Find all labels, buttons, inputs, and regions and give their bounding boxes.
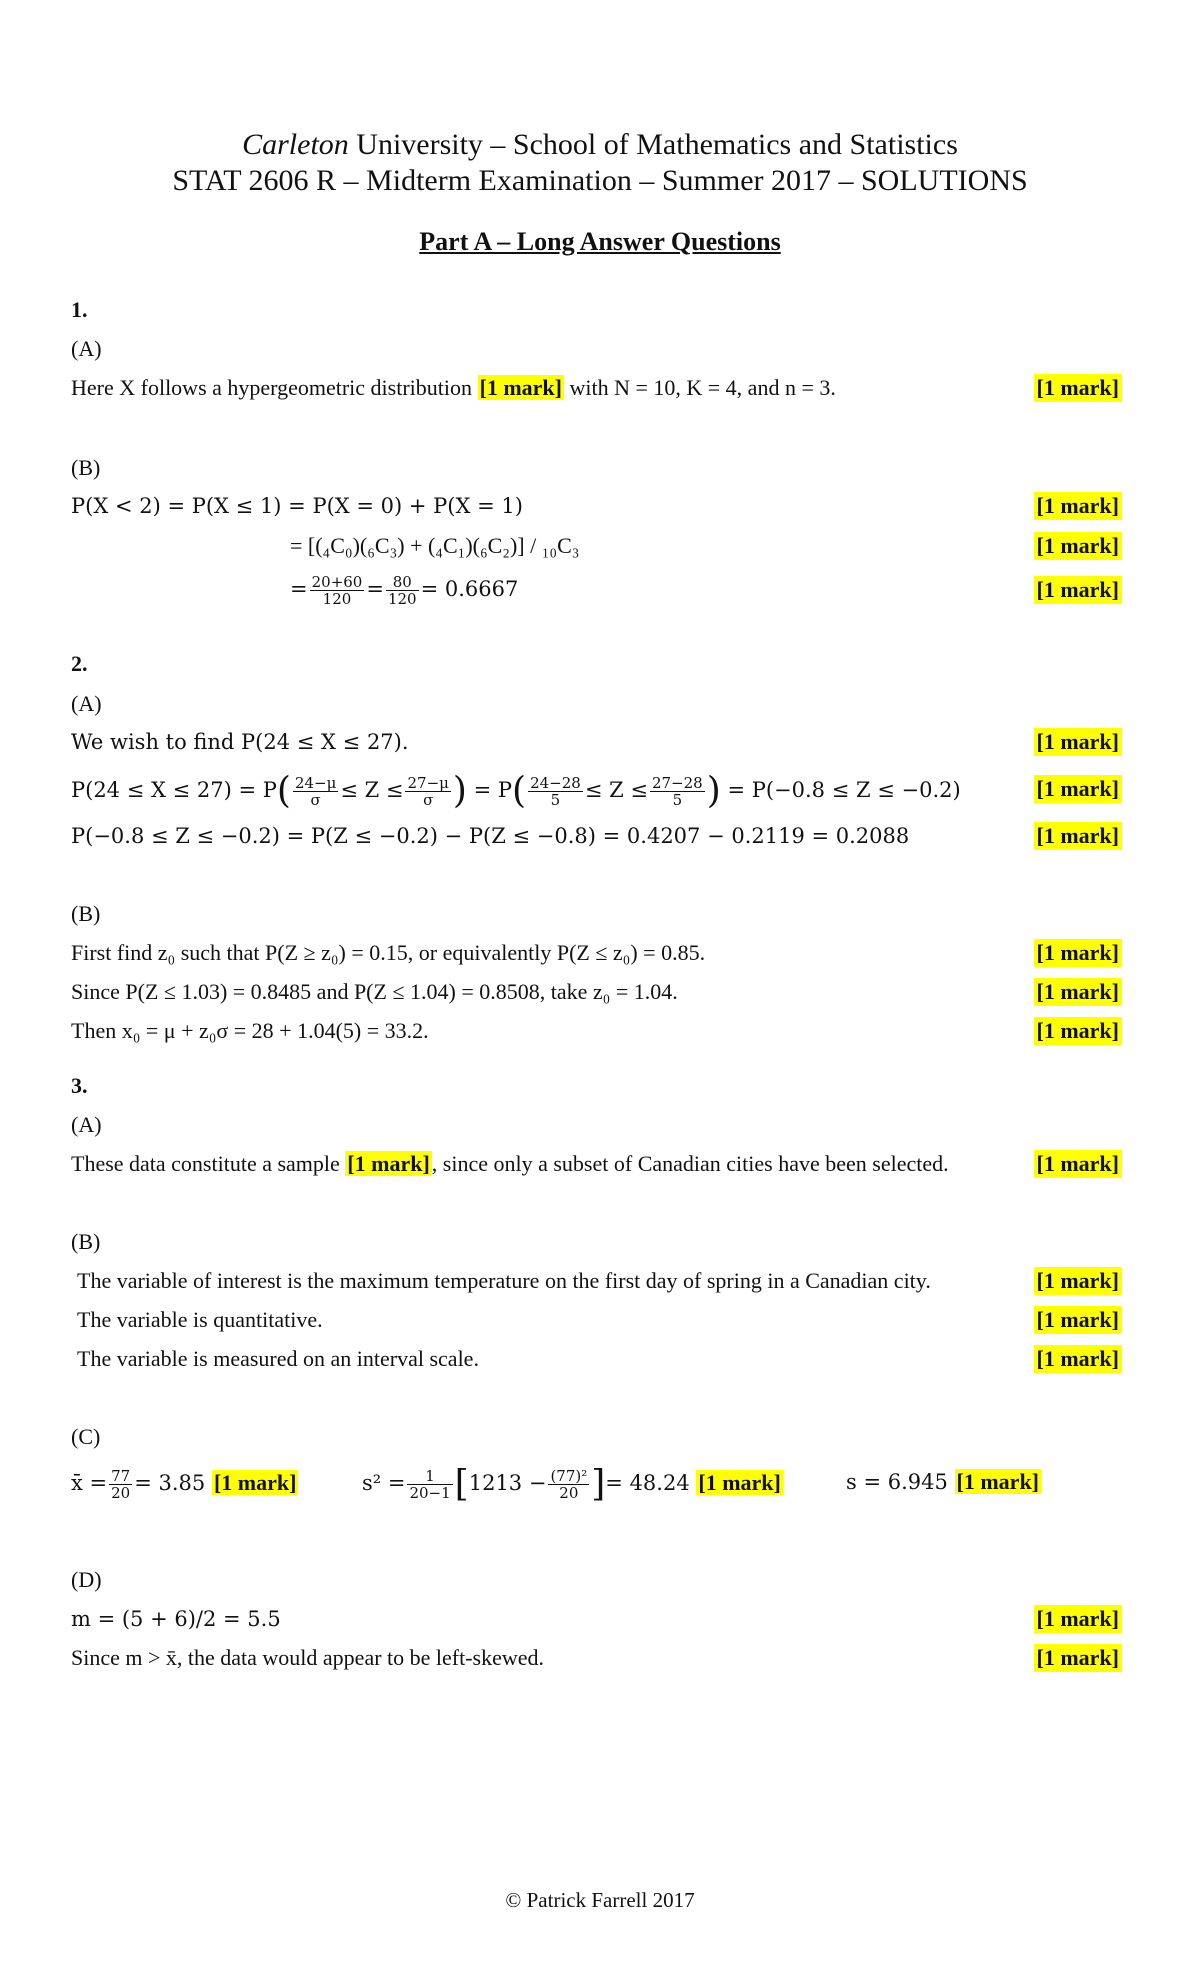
q1-a-inline-mark: [1 mark] (479, 375, 562, 400)
q3-c-xbar: x̄ = $\frac{77}{20}$ = 3.85 [1 mark] (71, 1467, 297, 1502)
q3-a-mark: [1 mark] (1034, 1150, 1122, 1178)
q2-a-mark-3: [1 mark] (1034, 822, 1122, 850)
q3-b-line-3: The variable is measured on an interval scale. (77, 1346, 479, 1371)
q1-b-result: = 0.6667 (420, 577, 519, 601)
q3-d-mark-1: [1 mark] (1034, 1605, 1122, 1633)
q2-b-label: (B) (71, 901, 101, 926)
q2-a-frac-3: $\frac{24-28}{5}$ (530, 774, 581, 809)
q3-d-label: (D) (71, 1567, 102, 1592)
q2-b-mark-3: [1 mark] (1034, 1017, 1122, 1045)
q3-b-label: (B) (71, 1229, 101, 1254)
q2-a-line-1: We wish to find P(24 ≤ X ≤ 27). (71, 730, 409, 754)
q2-b-line-2: Since P(Z ≤ 1.03) = 0.8485 and P(Z ≤ 1.04) = 0.8508, take z₀ = 1.04. (71, 979, 678, 1004)
header-line-1-rest: University – School of Mathematics and Statistics (348, 128, 958, 161)
q2-number: 2. (71, 651, 88, 676)
q3-number: 3. (71, 1073, 88, 1098)
q3-c-s2: s² = $\frac{1}{20-1}$ [1213 − $\frac{\text{(77)²}}{20}$ ]= 48.24 [1 mark] (362, 1463, 781, 1505)
q1-b-mark-2: [1 mark] (1034, 532, 1122, 560)
q1-a-text-post: with N = 10, K = 4, and n = 3. (569, 375, 836, 400)
q2-a-mark-2: [1 mark] (1034, 775, 1122, 803)
header-line-1 (0, 127, 1200, 163)
q2-b-mark-2: [1 mark] (1034, 978, 1122, 1006)
q1-a-text (71, 374, 836, 402)
q2-a-mark-1: [1 mark] (1034, 728, 1122, 756)
q3-c-s: s = 6.945 [1 mark] (846, 1469, 1040, 1494)
q1-a-mark: [1 mark] (1034, 374, 1122, 402)
q3-c-mark-2: [1 mark] (698, 1470, 781, 1495)
q1-b-line-3: = $\frac{20+60}{120}$ = $\frac{80}{120}$ = 0.6667 (290, 573, 519, 608)
q2-b-line-3: Then x₀ = μ + z₀σ = 28 + 1.04(5) = 33.2. (71, 1018, 429, 1043)
header-university-italic: Carleton (242, 128, 349, 161)
q2-a-frac-2: $\frac{27-\mu}{\sigma}$ (407, 774, 449, 809)
q1-b-frac-1: $\frac{20+60}{120}$ (311, 573, 363, 608)
q2-a-line-3: P(−0.8 ≤ Z ≤ −0.2) = P(Z ≤ −0.2) − P(Z ≤ −0.8) = 0.4207 − 0.2119 = 0.2088 (71, 824, 910, 848)
q1-b-label: (B) (71, 455, 101, 480)
q3-d-mark-2: [1 mark] (1034, 1644, 1122, 1672)
q2-a-label: (A) (71, 691, 102, 716)
q1-number: 1. (71, 297, 88, 322)
footer-copyright: © Patrick Farrell 2017 (505, 1888, 695, 1912)
q3-c-mark-1: [1 mark] (213, 1470, 297, 1495)
q1-b-mark-3: [1 mark] (1034, 576, 1122, 604)
q3-c-label: (C) (71, 1424, 101, 1449)
header-line-2: STAT 2606 R – Midterm Examination – Summer 2017 – SOLUTIONS (172, 164, 1028, 197)
q2-a-line-2: P(24 ≤ X ≤ 27) = P( $\frac{24-\mu}{\sigma}$ ≤ Z ≤ $\frac{27-\mu}{\sigma}$ ) = P( $\frac{24-28}{5}$ ≤ Z ≤ $\frac{27-28}{5}$ ) = P(−0.8 ≤ Z ≤ −0.2) (71, 770, 961, 812)
q3-b-mark-1: [1 mark] (1034, 1267, 1122, 1295)
q3-b-mark-3: [1 mark] (1034, 1345, 1122, 1373)
q1-b-mark-1: [1 mark] (1034, 492, 1122, 520)
q3-a-label: (A) (71, 1112, 102, 1137)
q2-b-mark-1: [1 mark] (1034, 939, 1122, 967)
q3-d-line-1: m = (5 + 6)/2 = 5.5 (71, 1607, 281, 1631)
q3-d-line-2: Since m > x̄, the data would appear to be left-skewed. (71, 1645, 545, 1670)
q2-a-frac-1: $\frac{24-\mu}{\sigma}$ (294, 774, 337, 809)
q1-a-text-pre: Here X follows a hypergeometric distribution (71, 375, 472, 400)
q1-b-frac-2: $\frac{80}{120}$ (387, 573, 417, 608)
part-title: Part A – Long Answer Questions (419, 227, 781, 256)
q3-a-inline-mark: [1 mark] (347, 1151, 430, 1176)
q2-b-line-1: First find z₀ such that P(Z ≥ z₀) = 0.15, or equivalently P(Z ≤ z₀) = 0.85. (71, 940, 706, 965)
q3-a-text: These data constitute a sample [1 mark], since only a subset of Canadian cities have been selected. (71, 1151, 949, 1176)
q3-b-line-2: The variable is quantitative. (77, 1307, 323, 1332)
q1-a-label: (A) (71, 336, 102, 361)
q2-a-frac-4: $\frac{27-28}{5}$ (651, 774, 703, 809)
q1-b-line-2: = [(₄C₀)(₆C₃) + (₄C₁)(₆C₂)] / ₁₀C₃ (290, 533, 580, 558)
q3-b-line-1: The variable of interest is the maximum temperature on the first day of spring in a Canadian city. (77, 1268, 931, 1293)
q3-c-mark-3: [1 mark] (956, 1469, 1040, 1494)
q1-b-line-1: P(X < 2) = P(X ≤ 1) = P(X = 0) + P(X = 1) (71, 494, 523, 518)
q3-b-mark-2: [1 mark] (1034, 1306, 1122, 1334)
